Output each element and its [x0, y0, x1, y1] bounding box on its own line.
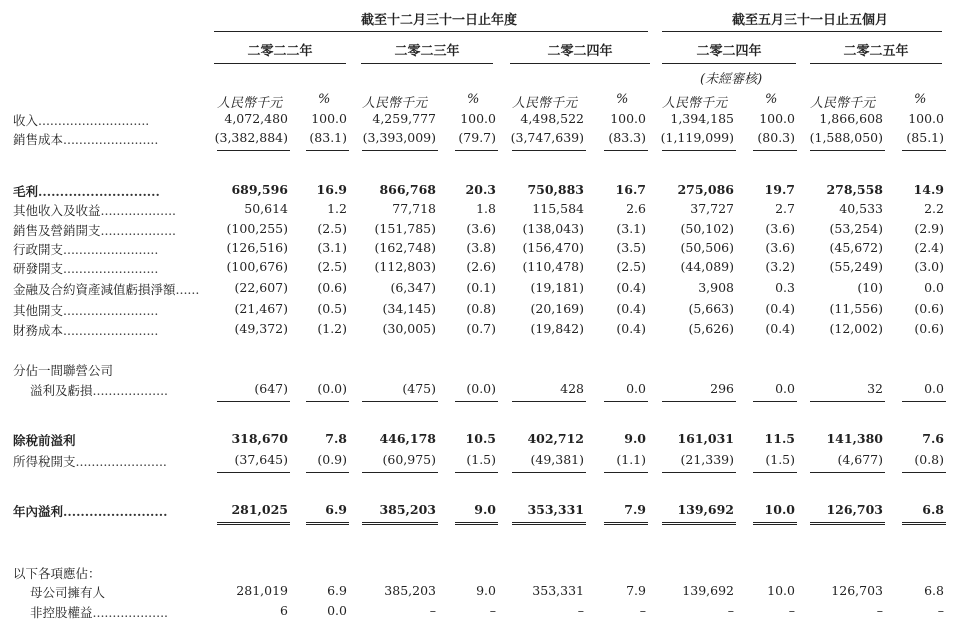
subtotal-rule: [604, 150, 648, 151]
cell-percent: 7.6: [922, 431, 944, 446]
year-header-rule: [214, 63, 346, 64]
cell-amount: (6,347): [390, 280, 436, 295]
year-header-rule: [361, 63, 493, 64]
cell-amount: (50,102): [680, 221, 734, 236]
row-label-leader: .......................: [75, 454, 167, 469]
cell-percent: 11.5: [764, 431, 795, 446]
cell-percent: 10.0: [767, 583, 795, 598]
subtotal-rule: [512, 472, 586, 473]
cell-percent: 10.5: [465, 431, 496, 446]
unit-pct-header: %: [765, 92, 778, 107]
cell-amount: 353,331: [532, 583, 584, 598]
row-label: [13, 452, 167, 470]
cell-percent: (0.0): [466, 381, 496, 396]
row-label: [13, 259, 158, 277]
row-label: [13, 361, 113, 379]
cell-amount: 318,670: [231, 431, 288, 446]
subtotal-rule: [604, 472, 648, 473]
cell-percent: 0.0: [775, 381, 795, 396]
row-label: [13, 431, 76, 449]
cell-percent: (0.4): [616, 280, 646, 295]
cell-percent: 0.0: [327, 603, 347, 618]
cell-percent: 100.0: [460, 111, 496, 126]
cell-amount: –: [876, 603, 883, 618]
cell-percent: 16.7: [615, 182, 646, 197]
cell-percent: (83.1): [309, 130, 347, 145]
cell-amount: (37,645): [234, 452, 288, 467]
cell-percent: (3.6): [765, 240, 795, 255]
cell-amount: 402,712: [527, 431, 584, 446]
unit-amount-header: 人民幣千元: [217, 96, 283, 111]
row-label-leader: ...................: [92, 605, 169, 620]
cell-amount: (475): [402, 381, 436, 396]
row-label: [13, 321, 158, 339]
subtotal-rule: [753, 401, 797, 402]
cell-percent: (3.8): [466, 240, 496, 255]
subtotal-rule: [362, 472, 438, 473]
subtotal-rule: [662, 150, 736, 151]
subtotal-rule: [217, 401, 290, 402]
cell-amount: 689,596: [231, 182, 288, 197]
cell-percent: 14.9: [913, 182, 944, 197]
cell-amount: 141,380: [826, 431, 883, 446]
subtotal-rule: [455, 472, 498, 473]
total-double-rule: [512, 522, 586, 527]
cell-amount: 4,498,522: [520, 111, 584, 126]
total-double-rule: [362, 522, 438, 527]
cell-amount: 446,178: [379, 431, 436, 446]
subtotal-rule: [512, 150, 586, 151]
row-label-leader: ........................: [63, 261, 159, 276]
cell-amount: (126,516): [226, 240, 288, 255]
subtotal-rule: [455, 150, 498, 151]
cell-percent: –: [639, 603, 646, 618]
subtotal-rule: [604, 401, 648, 402]
cell-amount: (60,975): [382, 452, 436, 467]
cell-amount: 139,692: [677, 502, 734, 517]
unit-pct-header: %: [616, 92, 629, 107]
subtotal-rule: [662, 401, 736, 402]
cell-amount: (5,663): [688, 301, 734, 316]
cell-percent: 9.0: [474, 502, 496, 517]
row-label-text: 年內溢利: [13, 504, 64, 519]
cell-amount: 115,584: [532, 201, 584, 216]
cell-percent: 19.7: [764, 182, 795, 197]
cell-amount: (49,372): [234, 321, 288, 336]
cell-amount: –: [429, 603, 436, 618]
cell-percent: 1.8: [476, 201, 496, 216]
row-label: [13, 221, 176, 239]
year-header-rule: [510, 63, 650, 64]
row-label-leader: ........................: [63, 132, 159, 147]
row-label-text: 行政開支: [13, 242, 64, 257]
cell-percent: 9.0: [624, 431, 646, 446]
cell-percent: (2.9): [914, 221, 944, 236]
cell-percent: (1.1): [616, 452, 646, 467]
cell-percent: 0.0: [924, 280, 944, 295]
cell-percent: 2.6: [626, 201, 646, 216]
cell-percent: (0.8): [914, 452, 944, 467]
unit-amount-header: 人民幣千元: [810, 96, 876, 111]
cell-percent: (0.9): [317, 452, 347, 467]
cell-amount: (112,803): [374, 259, 436, 274]
subtotal-rule: [512, 401, 586, 402]
cell-percent: (0.6): [914, 321, 944, 336]
row-label: [13, 130, 158, 148]
cell-amount: (22,607): [234, 280, 288, 295]
subtotal-rule: [362, 150, 438, 151]
cell-amount: (21,467): [234, 301, 288, 316]
row-label-text: 銷售成本: [13, 132, 64, 147]
cell-amount: 4,072,480: [224, 111, 288, 126]
row-label-text: 銷售及營銷開支: [13, 223, 101, 238]
cell-percent: 6.9: [327, 583, 347, 598]
cell-amount: (19,842): [530, 321, 584, 336]
subtotal-rule: [662, 472, 736, 473]
cell-amount: 6: [280, 603, 288, 618]
cell-amount: 161,031: [677, 431, 734, 446]
subtotal-rule: [362, 401, 438, 402]
total-double-rule: [604, 522, 648, 527]
cell-amount: 4,259,777: [372, 111, 436, 126]
cell-percent: 7.9: [626, 583, 646, 598]
unit-pct-header: %: [467, 92, 480, 107]
cell-amount: (34,145): [382, 301, 436, 316]
cell-percent: (0.8): [466, 301, 496, 316]
row-label-text: 財務成本: [13, 323, 64, 338]
cell-percent: (2.5): [616, 259, 646, 274]
cell-percent: (85.1): [906, 130, 944, 145]
cell-amount: 37,727: [690, 201, 734, 216]
cell-percent: (0.6): [914, 301, 944, 316]
cell-percent: (2.6): [466, 259, 496, 274]
total-double-rule: [306, 522, 349, 527]
cell-amount: (1,119,099): [660, 130, 734, 145]
cell-percent: –: [937, 603, 944, 618]
row-label-text: 非控股權益: [30, 605, 93, 620]
cell-percent: 0.0: [626, 381, 646, 396]
year-header: 二零二四年: [696, 44, 762, 59]
cell-amount: (45,672): [829, 240, 883, 255]
row-label: [13, 301, 158, 319]
cell-percent: (0.7): [466, 321, 496, 336]
cell-amount: (156,470): [522, 240, 584, 255]
cell-amount: (3,382,884): [214, 130, 288, 145]
row-label-leader: ........................: [63, 504, 168, 519]
row-label-text: 除稅前溢利: [13, 433, 76, 448]
cell-percent: (3.1): [616, 221, 646, 236]
cell-amount: 126,703: [826, 502, 883, 517]
cell-amount: 275,086: [677, 182, 734, 197]
cell-amount: –: [727, 603, 734, 618]
total-double-rule: [217, 522, 290, 527]
cell-percent: (0.4): [616, 301, 646, 316]
cell-amount: (49,381): [530, 452, 584, 467]
cell-amount: 866,768: [379, 182, 436, 197]
year-header: 二零二二年: [247, 44, 313, 59]
row-label: [30, 583, 105, 601]
cell-percent: 2.2: [924, 201, 944, 216]
cell-amount: (12,002): [829, 321, 883, 336]
cell-percent: –: [489, 603, 496, 618]
row-label: [30, 603, 168, 621]
header-group-year-rule: [214, 31, 648, 32]
subtotal-rule: [455, 401, 498, 402]
cell-percent: (0.5): [317, 301, 347, 316]
cell-amount: (30,005): [382, 321, 436, 336]
subtotal-rule: [306, 472, 349, 473]
unit-pct-header: %: [318, 92, 331, 107]
cell-amount: (110,478): [522, 259, 584, 274]
cell-amount: 50,614: [244, 201, 288, 216]
row-label-leader: ........................: [63, 323, 159, 338]
row-label-text: 收入: [13, 113, 39, 128]
cell-percent: 7.8: [325, 431, 347, 446]
cell-percent: 0.0: [924, 381, 944, 396]
cell-amount: 428: [560, 381, 584, 396]
year-header-rule: [662, 63, 796, 64]
cell-amount: 1,866,608: [819, 111, 883, 126]
subtotal-rule: [753, 472, 797, 473]
cell-amount: (20,169): [530, 301, 584, 316]
cell-percent: –: [788, 603, 795, 618]
cell-percent: (83.3): [608, 130, 646, 145]
row-label: [13, 502, 167, 520]
header-group-months: 截至五月三十一日止五個月: [732, 13, 889, 28]
cell-amount: (21,339): [680, 452, 734, 467]
unit-amount-header: 人民幣千元: [362, 96, 428, 111]
row-label-leader: ...................: [92, 383, 169, 398]
cell-amount: 281,025: [231, 502, 288, 517]
year-header: 二零二四年: [547, 44, 613, 59]
cell-amount: 278,558: [826, 182, 883, 197]
row-label: [30, 381, 168, 399]
subtotal-rule: [810, 472, 885, 473]
row-label-leader: ............................: [38, 113, 150, 128]
cell-amount: 281,019: [236, 583, 288, 598]
unit-amount-header: 人民幣千元: [512, 96, 578, 111]
header-group-year: 截至十二月三十一日止年度: [361, 13, 518, 28]
unit-amount-header: 人民幣千元: [662, 96, 728, 111]
cell-amount: (4,677): [837, 452, 883, 467]
cell-amount: 40,533: [839, 201, 883, 216]
cell-amount: (5,626): [688, 321, 734, 336]
cell-amount: (100,255): [226, 221, 288, 236]
row-label: [13, 564, 101, 582]
row-label-text: 以下各項應佔：: [13, 566, 101, 581]
cell-amount: 750,883: [527, 182, 584, 197]
row-label: [13, 201, 176, 219]
row-label-leader: ............................: [38, 184, 160, 199]
subtotal-rule: [902, 150, 946, 151]
cell-percent: 100.0: [759, 111, 795, 126]
cell-amount: (55,249): [829, 259, 883, 274]
cell-amount: 3,908: [698, 280, 734, 295]
cell-amount: 126,703: [831, 583, 883, 598]
cell-amount: (151,785): [374, 221, 436, 236]
cell-amount: (138,043): [522, 221, 584, 236]
subtotal-rule: [306, 401, 349, 402]
cell-amount: 1,394,185: [670, 111, 734, 126]
subtotal-rule: [753, 150, 797, 151]
total-double-rule: [662, 522, 736, 527]
cell-percent: 9.0: [476, 583, 496, 598]
cell-percent: 16.9: [316, 182, 347, 197]
row-label-leader: ...................: [100, 223, 177, 238]
cell-percent: (0.1): [466, 280, 496, 295]
cell-percent: (3.2): [765, 259, 795, 274]
cell-percent: (2.4): [914, 240, 944, 255]
subtotal-rule: [902, 401, 946, 402]
row-label-leader: ........................: [63, 303, 159, 318]
total-double-rule: [810, 522, 885, 527]
total-double-rule: [753, 522, 797, 527]
row-label: [13, 280, 199, 298]
row-label-leader: ........................: [63, 242, 159, 257]
cell-amount: 385,203: [384, 583, 436, 598]
cell-amount: (3,393,009): [362, 130, 436, 145]
cell-amount: (50,506): [680, 240, 734, 255]
cell-amount: –: [577, 603, 584, 618]
cell-percent: 10.0: [764, 502, 795, 517]
cell-amount: (11,556): [829, 301, 883, 316]
cell-percent: (0.4): [765, 301, 795, 316]
row-label-text: 其他開支: [13, 303, 64, 318]
cell-percent: 20.3: [465, 182, 496, 197]
cell-percent: (0.4): [765, 321, 795, 336]
year-header: 二零二三年: [394, 44, 460, 59]
cell-percent: (1.2): [317, 321, 347, 336]
cell-percent: (0.6): [317, 280, 347, 295]
unaudited-note: (未經審核): [700, 72, 763, 87]
row-label: [13, 182, 160, 200]
subtotal-rule: [306, 150, 349, 151]
cell-percent: (3.5): [616, 240, 646, 255]
cell-amount: (162,748): [374, 240, 436, 255]
subtotal-rule: [810, 150, 885, 151]
subtotal-rule: [217, 150, 290, 151]
cell-percent: 0.3: [775, 280, 795, 295]
row-label-text: 所得稅開支: [13, 454, 76, 469]
row-label-text: 研發開支: [13, 261, 64, 276]
cell-amount: 385,203: [379, 502, 436, 517]
cell-percent: (0.4): [616, 321, 646, 336]
year-header: 二零二五年: [843, 44, 909, 59]
cell-amount: (100,676): [226, 259, 288, 274]
cell-amount: (53,254): [829, 221, 883, 236]
row-label: [13, 240, 158, 258]
cell-percent: 6.9: [325, 502, 347, 517]
cell-amount: (1,588,050): [809, 130, 883, 145]
cell-percent: (1.5): [765, 452, 795, 467]
cell-percent: (3.6): [466, 221, 496, 236]
cell-amount: 139,692: [682, 583, 734, 598]
row-label-text: 分佔一間聯營公司: [13, 363, 114, 378]
row-label-text: 母公司擁有人: [30, 585, 106, 600]
cell-percent: (79.7): [458, 130, 496, 145]
row-label-text: 其他收入及收益: [13, 203, 101, 218]
header-group-months-rule: [662, 31, 942, 32]
cell-percent: (3.1): [317, 240, 347, 255]
cell-percent: 2.7: [775, 201, 795, 216]
row-label: [13, 111, 149, 129]
cell-percent: 100.0: [610, 111, 646, 126]
row-label-text: 溢利及虧損: [30, 383, 93, 398]
cell-percent: (0.0): [317, 381, 347, 396]
cell-percent: 100.0: [908, 111, 944, 126]
cell-amount: 296: [710, 381, 734, 396]
cell-percent: (3.0): [914, 259, 944, 274]
cell-amount: (19,181): [530, 280, 584, 295]
cell-percent: (2.5): [317, 259, 347, 274]
cell-percent: 100.0: [311, 111, 347, 126]
cell-amount: (10): [857, 280, 883, 295]
total-double-rule: [455, 522, 498, 527]
cell-percent: (80.3): [757, 130, 795, 145]
cell-percent: 1.2: [327, 201, 347, 216]
total-double-rule: [902, 522, 946, 527]
row-label-leader: ...................: [100, 203, 177, 218]
cell-percent: 6.8: [924, 583, 944, 598]
cell-amount: (647): [254, 381, 288, 396]
row-label-text: 毛利: [13, 184, 39, 199]
row-label-text: 金融及合約資產減值虧損淨額: [13, 282, 176, 297]
subtotal-rule: [217, 472, 290, 473]
cell-amount: 77,718: [392, 201, 436, 216]
cell-amount: (44,089): [680, 259, 734, 274]
cell-percent: (2.5): [317, 221, 347, 236]
cell-percent: (3.6): [765, 221, 795, 236]
subtotal-rule: [810, 401, 885, 402]
cell-amount: 32: [867, 381, 883, 396]
row-label-leader: ......: [175, 282, 200, 297]
cell-percent: 6.8: [922, 502, 944, 517]
cell-percent: 7.9: [624, 502, 646, 517]
cell-amount: (3,747,639): [510, 130, 584, 145]
subtotal-rule: [902, 472, 946, 473]
unit-pct-header: %: [914, 92, 927, 107]
cell-percent: (1.5): [466, 452, 496, 467]
year-header-rule: [810, 63, 942, 64]
cell-amount: 353,331: [527, 502, 584, 517]
